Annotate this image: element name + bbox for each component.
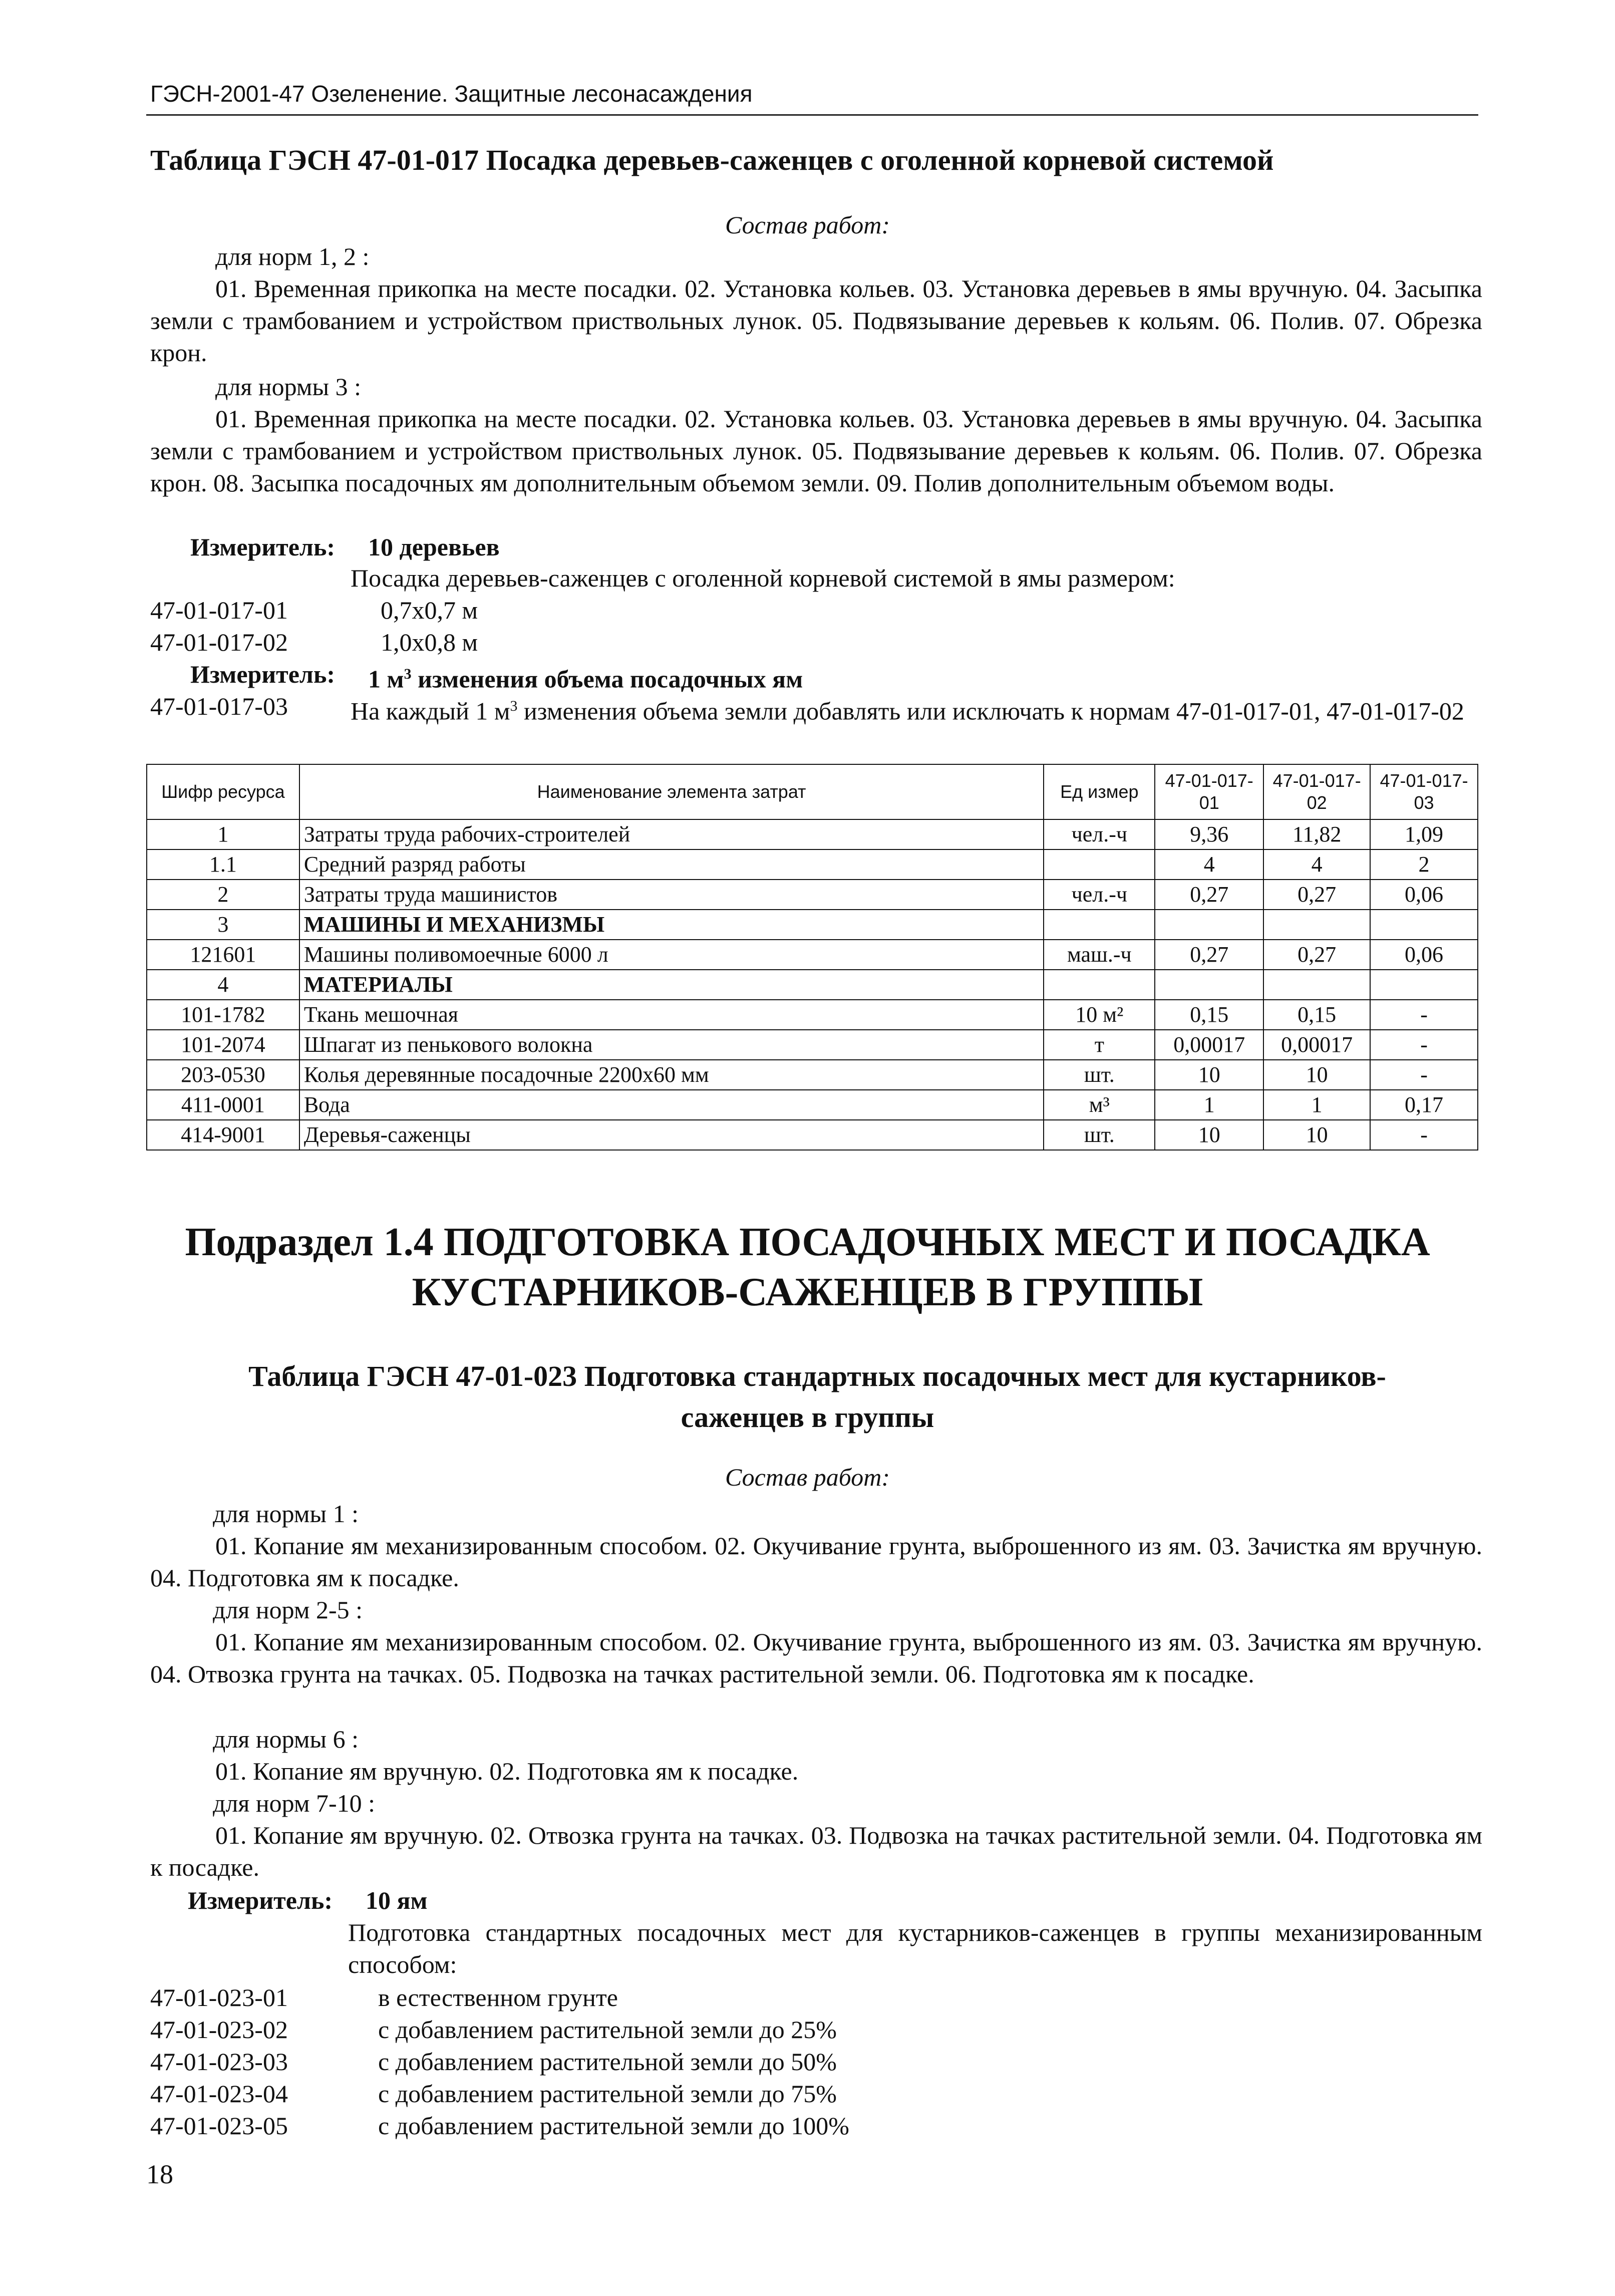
resource-code-cell: 4 <box>147 970 299 1000</box>
table-023-sostav-heading: Состав работ: <box>725 1463 890 1491</box>
running-header: ГЭСН-2001-47 Озеленение. Защитные лесонасаждения <box>150 81 753 107</box>
column-header: 47-01-017-01 <box>1155 764 1263 819</box>
resource-code-cell: 203-0530 <box>147 1060 299 1090</box>
table-row <box>147 940 1478 970</box>
meter-value: 10 ям <box>366 1886 428 1914</box>
group-text: Подготовка стандартных посадочных мест для кустарников-саженцев в группы механизированным способом: <box>348 1918 1482 1978</box>
code3-description: На каждый 1 $м^3$ изменения объема земли добавлять или исключать к нормам 47-01-017-01, 47-01-017-02 <box>351 697 1464 725</box>
unit-cell: чел.-ч <box>1044 819 1155 849</box>
value-cell: 0,00017 <box>1155 1030 1263 1060</box>
code-description: с добавлением растительной земли до 50% <box>378 2048 837 2076</box>
resource-code-cell: 1 <box>147 819 299 849</box>
norm3-text: 01. Временная прикопка на месте посадки. 02. Установка кольев. 03. Установка деревьев в ямы вручную. 04. Засыпка земли с трамбованием и устройством приствольных лунок. 05. Подвязывание деревьев к кольям. 06. Полив. 07. Обрезка крон. 08. Засыпка посадочных ям дополнительным объемом земли. 09. Полив дополнительным объемом воды. <box>150 405 1482 497</box>
code-row <box>150 2078 1482 2110</box>
column-header: Наименование элемента затрат <box>299 764 1044 819</box>
header-rule <box>146 114 1478 116</box>
table-row <box>147 1000 1478 1030</box>
code-description: с добавлением растительной земли до 75% <box>378 2080 837 2108</box>
value-cell: 11,82 <box>1263 819 1370 849</box>
code-row <box>150 1981 1482 2014</box>
value-cell: 0,15 <box>1155 1000 1263 1030</box>
norm3-label: для нормы 3 : <box>215 373 362 401</box>
value-cell: 0,27 <box>1155 880 1263 910</box>
value-cell: 0,27 <box>1263 880 1370 910</box>
code-description: 1,0х0,8 м <box>381 628 478 656</box>
resource-name-cell: МАШИНЫ И МЕХАНИЗМЫ <box>299 910 1044 940</box>
value-cell: 0,15 <box>1263 1000 1370 1030</box>
table-body <box>147 819 1478 1150</box>
unit-cell: т <box>1044 1030 1155 1060</box>
resource-name-cell: Затраты труда машинистов <box>299 880 1044 910</box>
column-header: Шифр ресурса <box>147 764 299 819</box>
resource-code-cell: 101-2074 <box>147 1030 299 1060</box>
table-017-sostav-heading: Состав работ: <box>725 211 890 239</box>
value-cell <box>1263 970 1370 1000</box>
value-cell: 2 <box>1370 849 1478 880</box>
value-cell: 0,27 <box>1263 940 1370 970</box>
resource-name-cell: Шпагат из пенькового волокна <box>299 1030 1044 1060</box>
n1-label: для нормы 1 : <box>213 1500 359 1528</box>
resource-name-cell: Ткань мешочная <box>299 1000 1044 1030</box>
unit-cell <box>1044 910 1155 940</box>
value-cell: 10 <box>1263 1060 1370 1090</box>
code-row <box>150 626 1482 658</box>
unit-cell: 10 м² <box>1044 1000 1155 1030</box>
value-cell: 0,06 <box>1370 880 1478 910</box>
n710-label: для норм 7-10 : <box>213 1789 376 1817</box>
code-row <box>150 2110 1482 2142</box>
code-number: 47-01-017-01 <box>150 596 288 624</box>
meter2-value: 1 $м^3$ изменения объема посадочных ям <box>368 665 803 693</box>
table-row <box>147 1030 1478 1060</box>
value-cell: 1,09 <box>1370 819 1478 849</box>
code-row <box>150 2014 1482 2046</box>
unit-cell: м³ <box>1044 1090 1155 1120</box>
value-cell: 4 <box>1263 849 1370 880</box>
code-number: 47-01-023-03 <box>150 2048 288 2076</box>
resource-code-cell: 2 <box>147 880 299 910</box>
code-row <box>150 594 1482 626</box>
subsection-heading-line1: Подраздел 1.4 ПОДГОТОВКА ПОСАДОЧНЫХ МЕСТ И ПОСАДКА <box>185 1220 1430 1264</box>
norm12-text: 01. Временная прикопка на месте посадки. 02. Установка кольев. 03. Установка деревьев в ямы вручную. 04. Засыпка земли с трамбованием и устройством приствольных лунок. 05. Подвязывание деревьев к кольям. 06. Полив. 07. Обрезка крон. <box>150 274 1482 367</box>
meter2-label: Измеритель: <box>190 660 336 688</box>
code-description: с добавлением растительной земли до 100% <box>378 2112 849 2140</box>
table-row <box>147 1120 1478 1150</box>
resource-code-cell: 1.1 <box>147 849 299 880</box>
norm12-label: для норм 1, 2 : <box>215 242 370 270</box>
code-description: с добавлением растительной земли до 25% <box>378 2016 837 2044</box>
value-cell: 9,36 <box>1155 819 1263 849</box>
table-row <box>147 849 1478 880</box>
resource-name-cell: Вода <box>299 1090 1044 1120</box>
value-cell <box>1263 910 1370 940</box>
n1-text: 01. Копание ям механизированным способом. 02. Окучивание грунта, выброшенного из ям. 03. Зачистка ям вручную. 04. Подготовка ям к посадке. <box>150 1532 1482 1592</box>
meter1-value: 10 деревьев <box>368 533 500 561</box>
resource-code-cell: 3 <box>147 910 299 940</box>
value-cell: - <box>1370 1030 1478 1060</box>
code-number: 47-01-023-02 <box>150 2016 288 2044</box>
page-number: 18 <box>146 2159 173 2189</box>
value-cell: 10 <box>1263 1120 1370 1150</box>
code-row <box>150 2046 1482 2078</box>
unit-cell: шт. <box>1044 1060 1155 1090</box>
resource-name-cell: Деревья-саженцы <box>299 1120 1044 1150</box>
column-header: 47-01-017-02 <box>1263 764 1370 819</box>
resource-name-cell: Колья деревянные посадочные 2200х60 мм <box>299 1060 1044 1090</box>
table-row <box>147 880 1478 910</box>
resource-name-cell: Машины поливомоечные 6000 л <box>299 940 1044 970</box>
group1-text: Посадка деревьев-саженцев с оголенной корневой системой в ямы размером: <box>351 564 1175 592</box>
unit-cell <box>1044 849 1155 880</box>
code-number: 47-01-023-01 <box>150 1983 288 2012</box>
value-cell: - <box>1370 1060 1478 1090</box>
n6-text: 01. Копание ям вручную. 02. Подготовка ям к посадке. <box>215 1757 799 1785</box>
code-description: в естественном грунте <box>378 1983 618 2012</box>
value-cell: - <box>1370 1120 1478 1150</box>
value-cell: 1 <box>1155 1090 1263 1120</box>
meter1-label: Измеритель: <box>190 533 336 561</box>
value-cell <box>1155 970 1263 1000</box>
value-cell: 1 <box>1263 1090 1370 1120</box>
code-number: 47-01-017-02 <box>150 628 288 656</box>
meter-label: Измеритель: <box>188 1886 333 1914</box>
resource-table <box>146 764 1478 1151</box>
code-description: 0,7х0,7 м <box>381 596 478 624</box>
column-header: Ед измер <box>1044 764 1155 819</box>
value-cell: 10 <box>1155 1060 1263 1090</box>
value-cell: 4 <box>1155 849 1263 880</box>
resource-code-cell: 121601 <box>147 940 299 970</box>
value-cell <box>1370 970 1478 1000</box>
unit-cell: шт. <box>1044 1120 1155 1150</box>
code-number: 47-01-023-04 <box>150 2080 288 2108</box>
table-row <box>147 1060 1478 1090</box>
code-number: 47-01-023-05 <box>150 2112 288 2140</box>
unit-cell: маш.-ч <box>1044 940 1155 970</box>
resource-code-cell: 414-9001 <box>147 1120 299 1150</box>
n25-text: 01. Копание ям механизированным способом. 02. Окучивание грунта, выброшенного из ям. 03. Зачистка ям вручную. 04. Отвозка грунта на тачках. 05. Подвозка на тачках растительной земли. 06. Подготовка ям к посадке. <box>150 1628 1482 1688</box>
n6-label: для нормы 6 : <box>213 1725 359 1753</box>
table-header-row <box>147 764 1478 819</box>
table-023-title-line2: саженцев в группы <box>681 1401 934 1433</box>
value-cell: 0,17 <box>1370 1090 1478 1120</box>
subsection-heading-line2: КУСТАРНИКОВ-САЖЕНЦЕВ В ГРУППЫ <box>412 1270 1203 1314</box>
resource-name-cell: Средний разряд работы <box>299 849 1044 880</box>
value-cell: - <box>1370 1000 1478 1030</box>
table-row <box>147 1090 1478 1120</box>
resource-name-cell: МАТЕРИАЛЫ <box>299 970 1044 1000</box>
n25-label: для норм 2-5 : <box>213 1596 363 1624</box>
value-cell <box>1155 910 1263 940</box>
value-cell <box>1370 910 1478 940</box>
unit-cell: чел.-ч <box>1044 880 1155 910</box>
resource-name-cell: Затраты труда рабочих-строителей <box>299 819 1044 849</box>
value-cell: 10 <box>1155 1120 1263 1150</box>
unit-cell <box>1044 970 1155 1000</box>
section-row <box>147 970 1478 1000</box>
n710-text: 01. Копание ям вручную. 02. Отвозка грунта на тачках. 03. Подвозка на тачках растительной земли. 04. Подготовка ям к посадке. <box>150 1821 1482 1881</box>
value-cell: 0,00017 <box>1263 1030 1370 1060</box>
value-cell: 0,06 <box>1370 940 1478 970</box>
table-017-title: Таблица ГЭСН 47-01-017 Посадка деревьев-саженцев с оголенной корневой системой <box>150 144 1274 176</box>
column-header: 47-01-017-03 <box>1370 764 1478 819</box>
value-cell: 0,27 <box>1155 940 1263 970</box>
code-number-03: 47-01-017-03 <box>150 692 288 720</box>
table-023-title-line1: Таблица ГЭСН 47-01-023 Подготовка стандартных посадочных мест для кустарников- <box>248 1360 1386 1392</box>
resource-code-cell: 101-1782 <box>147 1000 299 1030</box>
resource-code-cell: 411-0001 <box>147 1090 299 1120</box>
table-row <box>147 819 1478 849</box>
section-row <box>147 910 1478 940</box>
